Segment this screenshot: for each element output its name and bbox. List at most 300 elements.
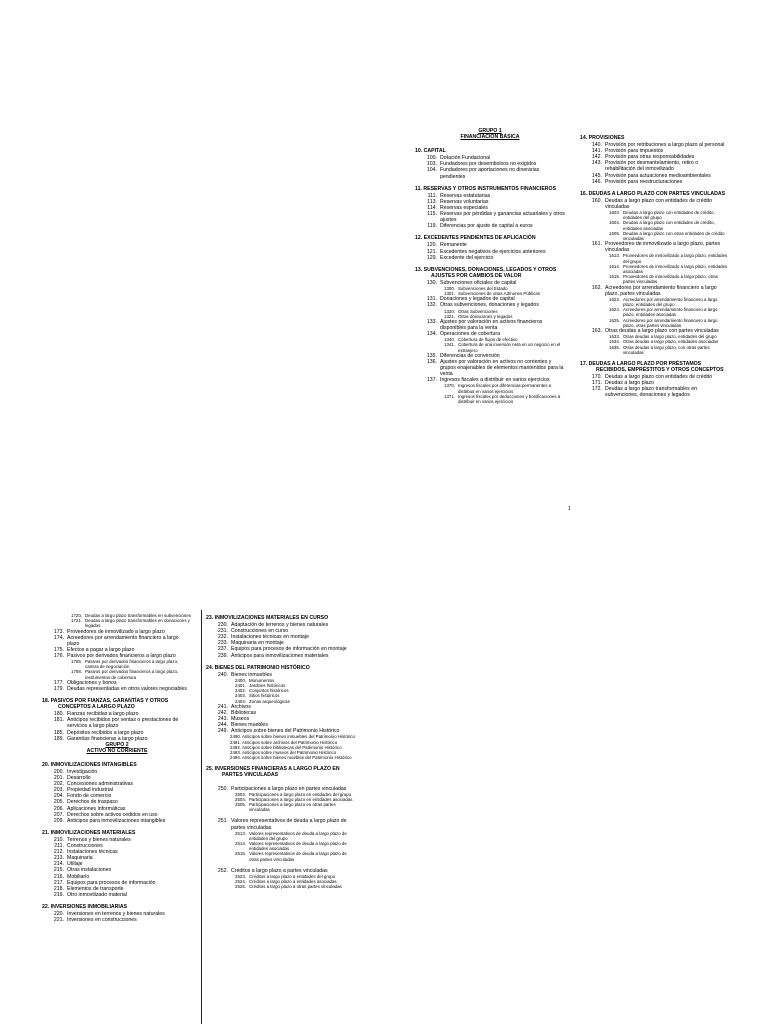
subaccount-code: 2504.: [235, 796, 246, 802]
account-code: 237.: [217, 646, 228, 653]
subaccount-label: Deudas a largo plazo con entidades de crédito, entidades del grupo: [623, 210, 715, 221]
subaccount-code: 1624.: [609, 307, 620, 313]
account-item: [206, 818, 356, 830]
subaccount-item: [604, 318, 730, 328]
subaccount-label: Otras donaciones y legados: [458, 313, 513, 319]
account-label: Anticipos sobre bienes del Patrimonio Histórico: [231, 728, 340, 735]
section-heading: 20. INMOVILIZACIONES INTANGIBLES: [42, 761, 137, 768]
subaccount-code: 2513.: [235, 830, 246, 836]
subaccount-item: [66, 669, 192, 679]
account-label: Provisión para reestructuraciones: [605, 178, 683, 185]
subaccount-label: Acreedores por arrendamiento financiero a largo plazo, otras partes vinculadas: [623, 317, 718, 328]
subaccount-code: 2404.: [235, 698, 246, 704]
account-label: Ingresos fiscales a distribuir en varios ejercicios: [440, 377, 550, 384]
account-code: 242.: [217, 709, 228, 716]
account-code: 132.: [426, 302, 437, 309]
subaccount-label: Créditos a largo plazo a entidades del grupo: [249, 873, 336, 879]
subaccount-code: 2525.: [235, 884, 246, 890]
account-label: Proveedores de inmovilizado a largo plazo, partes vinculadas: [605, 241, 721, 254]
subaccount-code: 2514.: [235, 841, 246, 847]
subaccount-code: 2505.: [235, 802, 246, 808]
account-label: Anticipos recibidos por ventas o prestaciones de servicios a largo plazo: [67, 717, 179, 730]
account-label: Otras instalaciones: [67, 867, 112, 874]
account-item: [415, 167, 565, 179]
account-label: Bibliotecas: [231, 709, 257, 716]
account-label: Construcciones en curso: [231, 628, 289, 635]
lower-left-column: [42, 613, 192, 923]
subaccount-code: 1371.: [444, 393, 455, 399]
account-code: 214.: [53, 861, 64, 868]
account-label: Donaciones y legados de capital: [440, 296, 515, 303]
subaccount-item: [604, 253, 730, 263]
account-code: 210.: [53, 836, 64, 843]
account-label: Diferencias de conversión: [440, 352, 500, 359]
account-code: 133.: [426, 318, 437, 325]
account-code: 171.: [591, 380, 602, 387]
subaccount-code: 1615.: [609, 274, 620, 280]
account-item: [206, 653, 356, 659]
subaccount-item: [439, 394, 565, 404]
subaccount-label: Conjuntos históricos: [249, 688, 289, 694]
section-heading: 18. PASIVOS POR FIANZAS, GARANTÍAS Y OTROS CONCEPTOS A LARGO PLAZO: [42, 698, 169, 711]
account-label: Excedente del ejercicio: [440, 254, 494, 261]
account-code: 221.: [53, 917, 64, 924]
account-code: 212.: [53, 849, 64, 856]
account-item: [580, 241, 730, 253]
subaccount-item: [604, 210, 730, 220]
account-label: Mobiliario: [67, 873, 90, 880]
subaccount-item: [230, 831, 356, 841]
account-label: Otras deudas a largo plazo con partes vinculadas: [605, 328, 719, 335]
account-code: 129.: [426, 254, 437, 261]
account-item: [42, 686, 192, 692]
account-label: Efectos a pagar a largo plazo: [67, 646, 135, 653]
account-code: 209.: [53, 817, 64, 824]
account-label: Fundadores por aportaciones no dinerarias pendientes: [440, 167, 540, 180]
section-heading: 12. EXCEDENTES PENDIENTES DE APLICACIÓN: [415, 235, 536, 242]
subaccount-code: 1614.: [609, 263, 620, 269]
account-code: 219.: [53, 891, 64, 898]
account-label: Deudas representadas en otros valores negociables: [67, 685, 187, 692]
subaccount-item: 2492. Anticipos sobre bibliotecas del Patrimonio Histórico: [230, 744, 342, 750]
account-label: Fianzas recibidas a largo plazo: [67, 711, 139, 718]
subaccount-code: 1720.: [71, 613, 82, 618]
account-code: 114.: [427, 204, 437, 211]
subaccount-label: Otras deudas a largo plazo, entidades asociadas: [623, 339, 719, 345]
account-item: [42, 892, 192, 898]
account-label: Anticipos para inmovilizaciones intangibles: [67, 817, 166, 824]
account-item: [580, 198, 730, 210]
account-item: [580, 285, 730, 297]
group-number: GRUPO 2: [105, 741, 129, 748]
account-code: 233.: [217, 640, 228, 647]
account-label: Subvenciones oficiales de capital: [440, 279, 517, 286]
subaccount-label: Otras Subvenciones: [458, 308, 498, 314]
account-code: 131.: [426, 296, 437, 303]
account-code: 170.: [591, 374, 602, 381]
account-label: Concesiones administrativas: [67, 781, 134, 788]
subaccount-code: 1635.: [609, 344, 620, 350]
account-code: 161.: [591, 241, 602, 248]
account-code: 215.: [53, 867, 64, 874]
subaccount-item: [604, 264, 730, 274]
subaccount-item: [439, 383, 565, 393]
subaccount-code: 1613.: [609, 253, 620, 259]
account-label: Fondo de comercio: [67, 793, 112, 800]
account-code: 216.: [53, 873, 64, 880]
account-label: Terrenos y bienes naturales: [67, 836, 131, 843]
section-heading: 22. INVERSIONES INMOBILIARIAS: [42, 903, 128, 910]
subaccount-code: 1320.: [444, 308, 455, 314]
account-code: 173.: [53, 628, 64, 635]
account-code: 130.: [426, 279, 437, 286]
account-item: [580, 386, 730, 398]
account-code: 113.: [427, 198, 437, 205]
subaccount-code: 1300.: [444, 285, 455, 291]
account-label: Reservas voluntarias: [440, 198, 489, 205]
account-label: Bienes muebles: [231, 722, 268, 729]
subaccount-label: Subvenciones de otras Admones Públicas: [458, 291, 541, 297]
account-item: [415, 359, 565, 377]
account-label: Obligaciones y bonos: [67, 679, 117, 686]
account-label: Operaciones de cobertura: [440, 331, 500, 338]
subaccount-label: Participaciones a largo plazo en entidades asociadas: [249, 796, 353, 802]
subaccount-label: Deudas a largo plazo con entidades de crédito, entidades asociadas: [623, 220, 715, 231]
subaccount-label: Ingresos fiscales por diferencias permanentes a distribuir en varios ejercicios: [458, 383, 552, 394]
account-label: Provisión para actuaciones medioambientales: [605, 172, 711, 179]
account-code: 134.: [426, 331, 437, 338]
account-label: Acreedores por arrendamiento financiero a largo plazo, partes vinculadas: [605, 284, 717, 297]
subaccount-item: [439, 342, 565, 352]
subaccount-code: 1604.: [609, 220, 620, 226]
account-code: 252.: [217, 867, 228, 874]
subaccount-code: 1341.: [444, 342, 455, 348]
subaccount-label: Jardines históricos: [249, 683, 286, 689]
account-code: 220.: [53, 910, 64, 917]
subaccount-item: [604, 297, 730, 307]
subaccount-label: Participaciones a largo plazo en entidades del grupo: [249, 791, 352, 797]
account-code: 120.: [426, 242, 437, 249]
section-heading: 17. DEUDAS A LARGO PLAZO POR PRÉSTAMOS RECIBIDOS, EMPRÉSTITOS Y OTROS CONCEPTOS: [580, 360, 724, 374]
subaccount-label: Subvenciones del Estado: [458, 285, 508, 291]
subaccount-label: Valores representativos de deuda a largo plazo de otras partes vinculadas: [249, 851, 347, 862]
account-label: Provisión por desmantelamiento, retiro o rehabilitación del inmovilizado: [605, 160, 699, 173]
account-label: Otras subvenciones, donaciones y legados: [440, 302, 539, 309]
account-code: 137.: [426, 377, 437, 384]
account-label: Reservas estatutarias: [440, 192, 491, 199]
subaccount-item: [66, 618, 192, 628]
account-code: 251.: [217, 818, 228, 825]
subaccount-code: 2401.: [235, 683, 246, 689]
account-label: Participaciones a largo plazo en partes vinculadas: [231, 785, 347, 792]
group-title: FINANCIACIÓN BÁSICA: [460, 134, 520, 141]
subaccount-item: 2494. Anticipos sobre bienes muebles del Patrimonio Histórico: [230, 755, 352, 761]
section-heading: 21. INMOVILIZACIONES MATERIALES: [42, 829, 136, 836]
account-code: 185.: [53, 729, 64, 736]
subaccount-item: 2491. Anticipos sobre archivos del Patrimonio Histórico: [230, 739, 338, 745]
account-code: 231.: [217, 628, 228, 635]
account-label: Instalaciones técnicas: [67, 849, 118, 856]
account-item: [415, 319, 565, 331]
account-code: 241.: [217, 703, 228, 710]
account-item: [415, 211, 565, 223]
subaccount-label: Valores representativos de deuda a largo plazo de entidades del grupo: [249, 830, 347, 841]
account-label: Archivos: [231, 703, 251, 710]
account-label: Créditos a largo plazo a partes vinculadas: [231, 867, 328, 874]
subaccount-item: [604, 274, 730, 284]
account-code: 239.: [217, 652, 228, 659]
subaccount-label: Monumentos: [249, 677, 275, 683]
subaccount-code: 2515.: [235, 851, 246, 857]
subaccount-code: 2503.: [235, 791, 246, 797]
account-code: 201.: [53, 775, 64, 782]
account-code: 200.: [53, 769, 64, 776]
subaccount-code: 1625.: [609, 317, 620, 323]
subaccount-code: 2524.: [235, 879, 246, 885]
account-code: 179.: [53, 685, 64, 692]
account-code: 135.: [426, 352, 437, 359]
subaccount-item: [66, 659, 192, 669]
subaccount-label: Pasivos por derivados financieros a largo plazo, cartera de negociación: [85, 659, 179, 670]
account-label: Equipos para procesos de información: [67, 879, 156, 886]
account-label: Anticipos para inmovilizaciones materiales: [231, 652, 329, 659]
account-code: 104.: [426, 167, 437, 174]
account-label: Utillaje: [67, 861, 83, 868]
subaccount-code: 2402.: [235, 688, 246, 694]
account-code: 205.: [53, 799, 64, 806]
subaccount-code: 1605.: [609, 230, 620, 236]
account-label: Deudas a largo plazo: [605, 380, 655, 387]
account-label: Provisión por retribuciones a largo plazo al personal: [605, 142, 725, 149]
subaccount-label: Proveedores de inmovilizado a largo plazo, entidades del grupo: [623, 253, 728, 264]
subaccount-code: 1721.: [71, 618, 82, 624]
section-heading: 16. DEUDAS A LARGO PLAZO CON PARTES VINCULADAS: [580, 190, 726, 197]
section-heading: 14. PROVISIONES: [580, 135, 625, 141]
subaccount-label: Zonas arqueológicas: [249, 698, 290, 704]
subaccount-item: [604, 307, 730, 317]
account-code: 115.: [427, 211, 437, 218]
subaccount-label: Valores representativos de deuda a largo plazo de entidades asociadas: [249, 841, 347, 852]
account-code: 160.: [591, 197, 602, 204]
subaccount-code: 1301.: [444, 291, 455, 297]
section-heading: 24. BIENES DEL PATRIMONIO HISTÓRICO: [206, 664, 310, 671]
account-code: 244.: [217, 722, 228, 729]
column-divider: [201, 610, 202, 1024]
account-code: 146.: [591, 178, 602, 185]
subaccount-code: 1603.: [609, 210, 620, 216]
subaccount-item: [230, 851, 356, 861]
account-label: Inversiones en terrenos y bienes naturales: [67, 910, 165, 917]
account-label: Otro inmovilizado material: [67, 891, 127, 898]
account-label: Desarrollo: [67, 775, 91, 782]
account-label: Museos: [231, 716, 250, 723]
account-code: 213.: [53, 855, 64, 862]
account-label: Depósitos recibidos a largo plazo: [67, 729, 144, 736]
upper-right-column: [580, 135, 730, 399]
account-code: 232.: [217, 634, 228, 641]
account-code: 121.: [426, 248, 437, 255]
subaccount-label: Cobertura de una inversión neta en un negocio en el extranjero: [458, 342, 561, 353]
subaccount-label: Acreedores por arrendamiento financiero a largo plazo, entidades asociadas: [623, 307, 718, 318]
account-code: 141.: [591, 148, 602, 155]
account-code: 176.: [53, 652, 64, 659]
account-item: [42, 917, 192, 923]
account-label: Diferencias por ajuste de capital a euros: [440, 223, 533, 230]
subaccount-label: Créditos a largo plazo a otras partes vinculadas: [249, 884, 342, 890]
subaccount-label: Cobertura de flujos de efectivo: [458, 337, 518, 343]
account-code: 162.: [591, 284, 602, 291]
subaccount-label: Acreedores por arrendamiento financiero a largo plazo, entidades del grupo: [623, 296, 718, 308]
account-code: 175.: [53, 646, 64, 653]
subaccount-item: [230, 802, 356, 812]
account-label: Aplicaciones informáticas: [67, 805, 126, 812]
account-label: Remanente: [440, 242, 467, 249]
subaccount-label: Otras deudas a largo plazo, entidades del grupo: [623, 334, 717, 340]
account-code: 174.: [53, 634, 64, 641]
account-code: 207.: [53, 811, 64, 818]
account-label: Deudas a largo plazo con entidades de crédito: [605, 374, 712, 381]
subaccount-label: Proveedores de inmovilizado a largo plazo, entidades asociadas: [623, 263, 728, 275]
section-heading: 25. INVERSIONES FINANCIERAS A LARGO PLAZO EN PARTES VINCULADAS: [206, 766, 340, 779]
subaccount-item: 2490. Anticipos sobre bienes inmuebles del Patrimonio Histórico: [230, 734, 355, 740]
lower-right-column: [206, 615, 356, 890]
account-label: Derechos de traspaso: [67, 799, 118, 806]
account-label: Acreedores por arrendamiento financiero a largo plazo: [67, 634, 179, 647]
account-item: [42, 635, 192, 647]
subaccount-code: 2523.: [235, 873, 246, 879]
subaccount-code: 1321.: [444, 313, 455, 319]
subaccount-code: 1370.: [444, 383, 455, 389]
group-heading: [415, 128, 565, 140]
account-code: 230.: [217, 622, 228, 629]
account-code: 140.: [591, 142, 602, 149]
account-code: 243.: [217, 716, 228, 723]
account-code: 181.: [53, 717, 64, 724]
subaccount-item: [604, 345, 730, 355]
subaccount-code: 1633.: [609, 334, 620, 340]
account-label: Construcciones: [67, 843, 103, 850]
group-heading: [42, 742, 192, 754]
account-item: [415, 223, 565, 229]
account-code: 145.: [591, 172, 602, 179]
account-label: Inversiones en construcciones: [67, 917, 137, 924]
account-code: 189.: [53, 735, 64, 742]
account-code: 142.: [591, 154, 602, 161]
group-title: ACTIVO NO CORRIENTE: [86, 747, 148, 754]
account-label: Instalaciones técnicas en montaje: [231, 634, 309, 641]
subaccount-code: 1634.: [609, 339, 620, 345]
account-label: Provisión para otras responsabilidades: [605, 154, 695, 161]
subaccount-label: Pasivos por derivados financieros a largo plazo, instrumentos de cobertura: [85, 669, 179, 680]
account-label: Maquinaria en montaje: [231, 640, 284, 647]
account-code: 163.: [591, 328, 602, 335]
account-code: 250.: [217, 785, 228, 792]
account-item: [42, 717, 192, 729]
account-code: 240.: [217, 671, 228, 678]
account-code: 136.: [426, 358, 437, 365]
account-item: [42, 818, 192, 824]
account-label: Reservas especiales: [440, 204, 488, 211]
account-item: [580, 179, 730, 185]
subaccount-label: Participaciones a largo plazo en otras partes vinculadas: [249, 802, 336, 813]
section-heading: 13. SUBVENCIONES, DONACIONES, LEGADOS Y OTROS AJUSTES POR CAMBIOS DE VALOR: [415, 266, 557, 279]
subaccount-label: Ingresos fiscales por deducciones y bonificaciones a distribuir en varios ejercicios: [458, 393, 561, 404]
section-heading: 11. RESERVAS Y OTROS INSTRUMENTOS FINANCIEROS: [415, 185, 557, 192]
account-code: 217.: [53, 879, 64, 886]
account-code: 119.: [427, 223, 437, 230]
account-code: 218.: [53, 885, 64, 892]
account-label: Deudas a largo plazo transformables en subvenciones, donaciones y legados: [605, 386, 697, 399]
account-label: Dotación Fundacional: [440, 155, 491, 162]
subaccount-label: Deudas a largo plazo transformables en subvenciones: [85, 613, 191, 618]
account-label: Ajustes por valoración en activos financieros disponibles para la venta: [440, 318, 543, 332]
subaccount-item: [604, 231, 730, 241]
subaccount-code: 2403.: [235, 693, 246, 699]
account-label: Equipos para procesos de información en montaje: [231, 646, 347, 653]
account-item: [580, 160, 730, 172]
subaccount-item: [230, 841, 356, 851]
account-code: 111.: [427, 192, 437, 199]
page-number: 1: [568, 506, 571, 512]
account-label: Reservas por pérdidas y ganancias actuariales y otros ajustes: [440, 211, 565, 224]
subaccount-code: 1768.: [71, 669, 82, 675]
account-code: 143.: [591, 160, 602, 167]
subaccount-item: [604, 220, 730, 230]
subaccount-label: Deudas a largo plazo transformables en donaciones y legados: [85, 618, 190, 629]
account-code: 202.: [53, 781, 64, 788]
account-label: Deudas a largo plazo con entidades de crédito vinculadas: [605, 197, 712, 210]
account-code: 180.: [53, 711, 64, 718]
account-label: Investigación: [67, 769, 98, 776]
account-code: 204.: [53, 793, 64, 800]
account-code: 172.: [591, 386, 602, 393]
account-code: 100.: [426, 155, 437, 162]
section-heading: 10. CAPITAL: [415, 148, 446, 155]
account-label: Provisión para impuestos: [605, 148, 664, 155]
subaccount-label: Sitios históricos: [249, 693, 280, 699]
account-code: 177.: [53, 679, 64, 686]
upper-left-column: [415, 128, 565, 404]
account-label: Maquinaria: [67, 855, 93, 862]
subaccount-label: Deudas a largo plazo con otras entidades de crédito vinculadas: [623, 230, 725, 242]
account-label: Propiedad industrial: [67, 787, 113, 794]
group-number: GRUPO 1: [478, 128, 502, 134]
subaccount-item: [230, 884, 356, 889]
account-label: Adaptación de terrenos y bienes naturales: [231, 622, 329, 629]
account-code: 203.: [53, 787, 64, 794]
account-label: Derechos sobre activos cedidos en uso: [67, 811, 158, 818]
account-label: Bienes inmuebles: [231, 671, 272, 678]
account-label: Valores representativos de deuda a largo plazo de partes vinculadas: [231, 818, 347, 831]
account-code: 249.: [217, 728, 228, 735]
account-label: Excedentes negativos de ejercicios anteriores: [440, 248, 546, 255]
subaccount-item: 2493. Anticipos sobre museos del Patrimonio Histórico: [230, 749, 337, 755]
account-code: 211.: [54, 843, 64, 850]
subaccount-code: 1340.: [444, 337, 455, 343]
account-label: Elementos de transporte: [67, 885, 124, 892]
subaccount-label: Proveedores de inmovilizado a largo plazo, otras partes vinculadas: [623, 274, 718, 285]
section-heading: 23. INMOVILIZACIONES MATERIALES EN CURSO: [206, 615, 329, 621]
subaccount-code: 1623.: [609, 296, 620, 302]
account-code: 206.: [53, 805, 64, 812]
subaccount-label: Otras deudas a largo plazo, con otras partes vinculadas: [623, 344, 710, 355]
account-label: Proveedores de inmovilizado a largo plazo: [67, 628, 165, 635]
subaccount-code: 2400.: [235, 677, 246, 683]
account-item: [415, 255, 565, 261]
account-label: Fundadores por desembolsos no exigidos: [440, 161, 537, 168]
account-label: Pasivos por derivados financieros a largo plazo: [67, 652, 176, 659]
subaccount-code: 1765.: [71, 659, 82, 665]
